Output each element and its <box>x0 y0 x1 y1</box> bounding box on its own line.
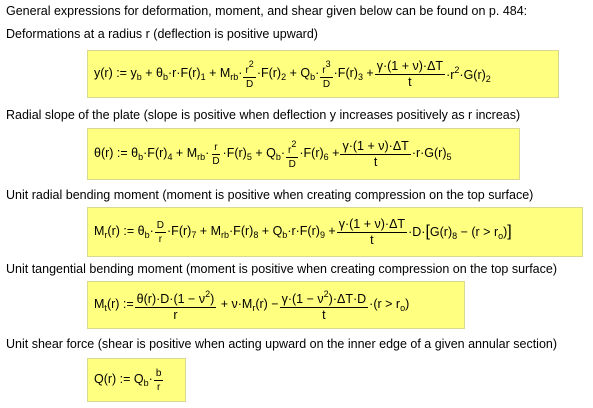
equation-tangential-moment[interactable]: $M_t(r)$ := $\frac{\theta(r)\cdot D\cdot(1 - \nu^2)}{r}$ + $\nu\cdot M_r(r)$ − $\frac{\gamma\cdot(1 - \nu^2)\cdot\Delta T\cdot D}{t}$ $\cdot(r > r_o)$ <box>87 281 465 329</box>
equation-radial-moment[interactable]: $M_r(r)$ := $\theta_b\cdot$ $\frac{D}{r}$ $\cdot F(r)_7 + M_{rb}\cdot F(r)_8 + Q_b\cdot r\cdot F(r)_9$ + $\frac{\gamma\cdot(1 + \nu)\cdot\Delta T}{t}$ $\cdot D\cdot[G(r)_8 - (r > r_o)]$ <box>87 207 583 257</box>
equation-shear[interactable]: Q(r) := $Q_b\cdot$ $\frac{b}{r}$ <box>87 358 186 402</box>
section-heading-deformation: Deformations at a radius r (deflection is positive upward) <box>6 27 318 41</box>
section-heading-shear: Unit shear force (shear is positive when acting upward on the inner edge of a given annular section) <box>6 337 558 351</box>
section-heading-slope: Radial slope of the plate (slope is positive when deflection y increases positively as r increas) <box>6 108 521 122</box>
equation-slope[interactable]: θ(r) := $\theta_b\cdot F(r)_4 + M_{rb}\cdot$ $\frac{r}{D}$ $\cdot F(r)_5 + Q_b\cdot$ $\frac{r^2}{D}$ $\cdot F(r)_6$ + $\frac{\gamma\cdot(1 + \nu)\cdot\Delta T}{t}$ $\cdot r\cdot G(r)_5$ <box>87 128 520 180</box>
section-heading-radial-moment: Unit radial bending moment (moment is positive when creating compression on the top surface) <box>6 188 534 202</box>
equation-deflection[interactable]: y(r) := $y_b + \theta_b\cdot r\cdot F(r)_1 + M_{rb}\cdot$ $\frac{r^2}{D}$ $\cdot F(r)_2 + Q_b\cdot$ $\frac{r^3}{D}$ $\cdot F(r)_3$ + $\frac{\gamma\cdot(1 + \nu)\cdot\Delta T}{t}$ $\cdot r^2\cdot G(r)_2$ <box>87 50 559 98</box>
intro-text: General expressions for deformation, moment, and shear given below can be found on p. 484: <box>6 4 528 18</box>
section-heading-tangential-moment: Unit tangential bending moment (moment is positive when creating compression on the top surface) <box>6 262 557 276</box>
